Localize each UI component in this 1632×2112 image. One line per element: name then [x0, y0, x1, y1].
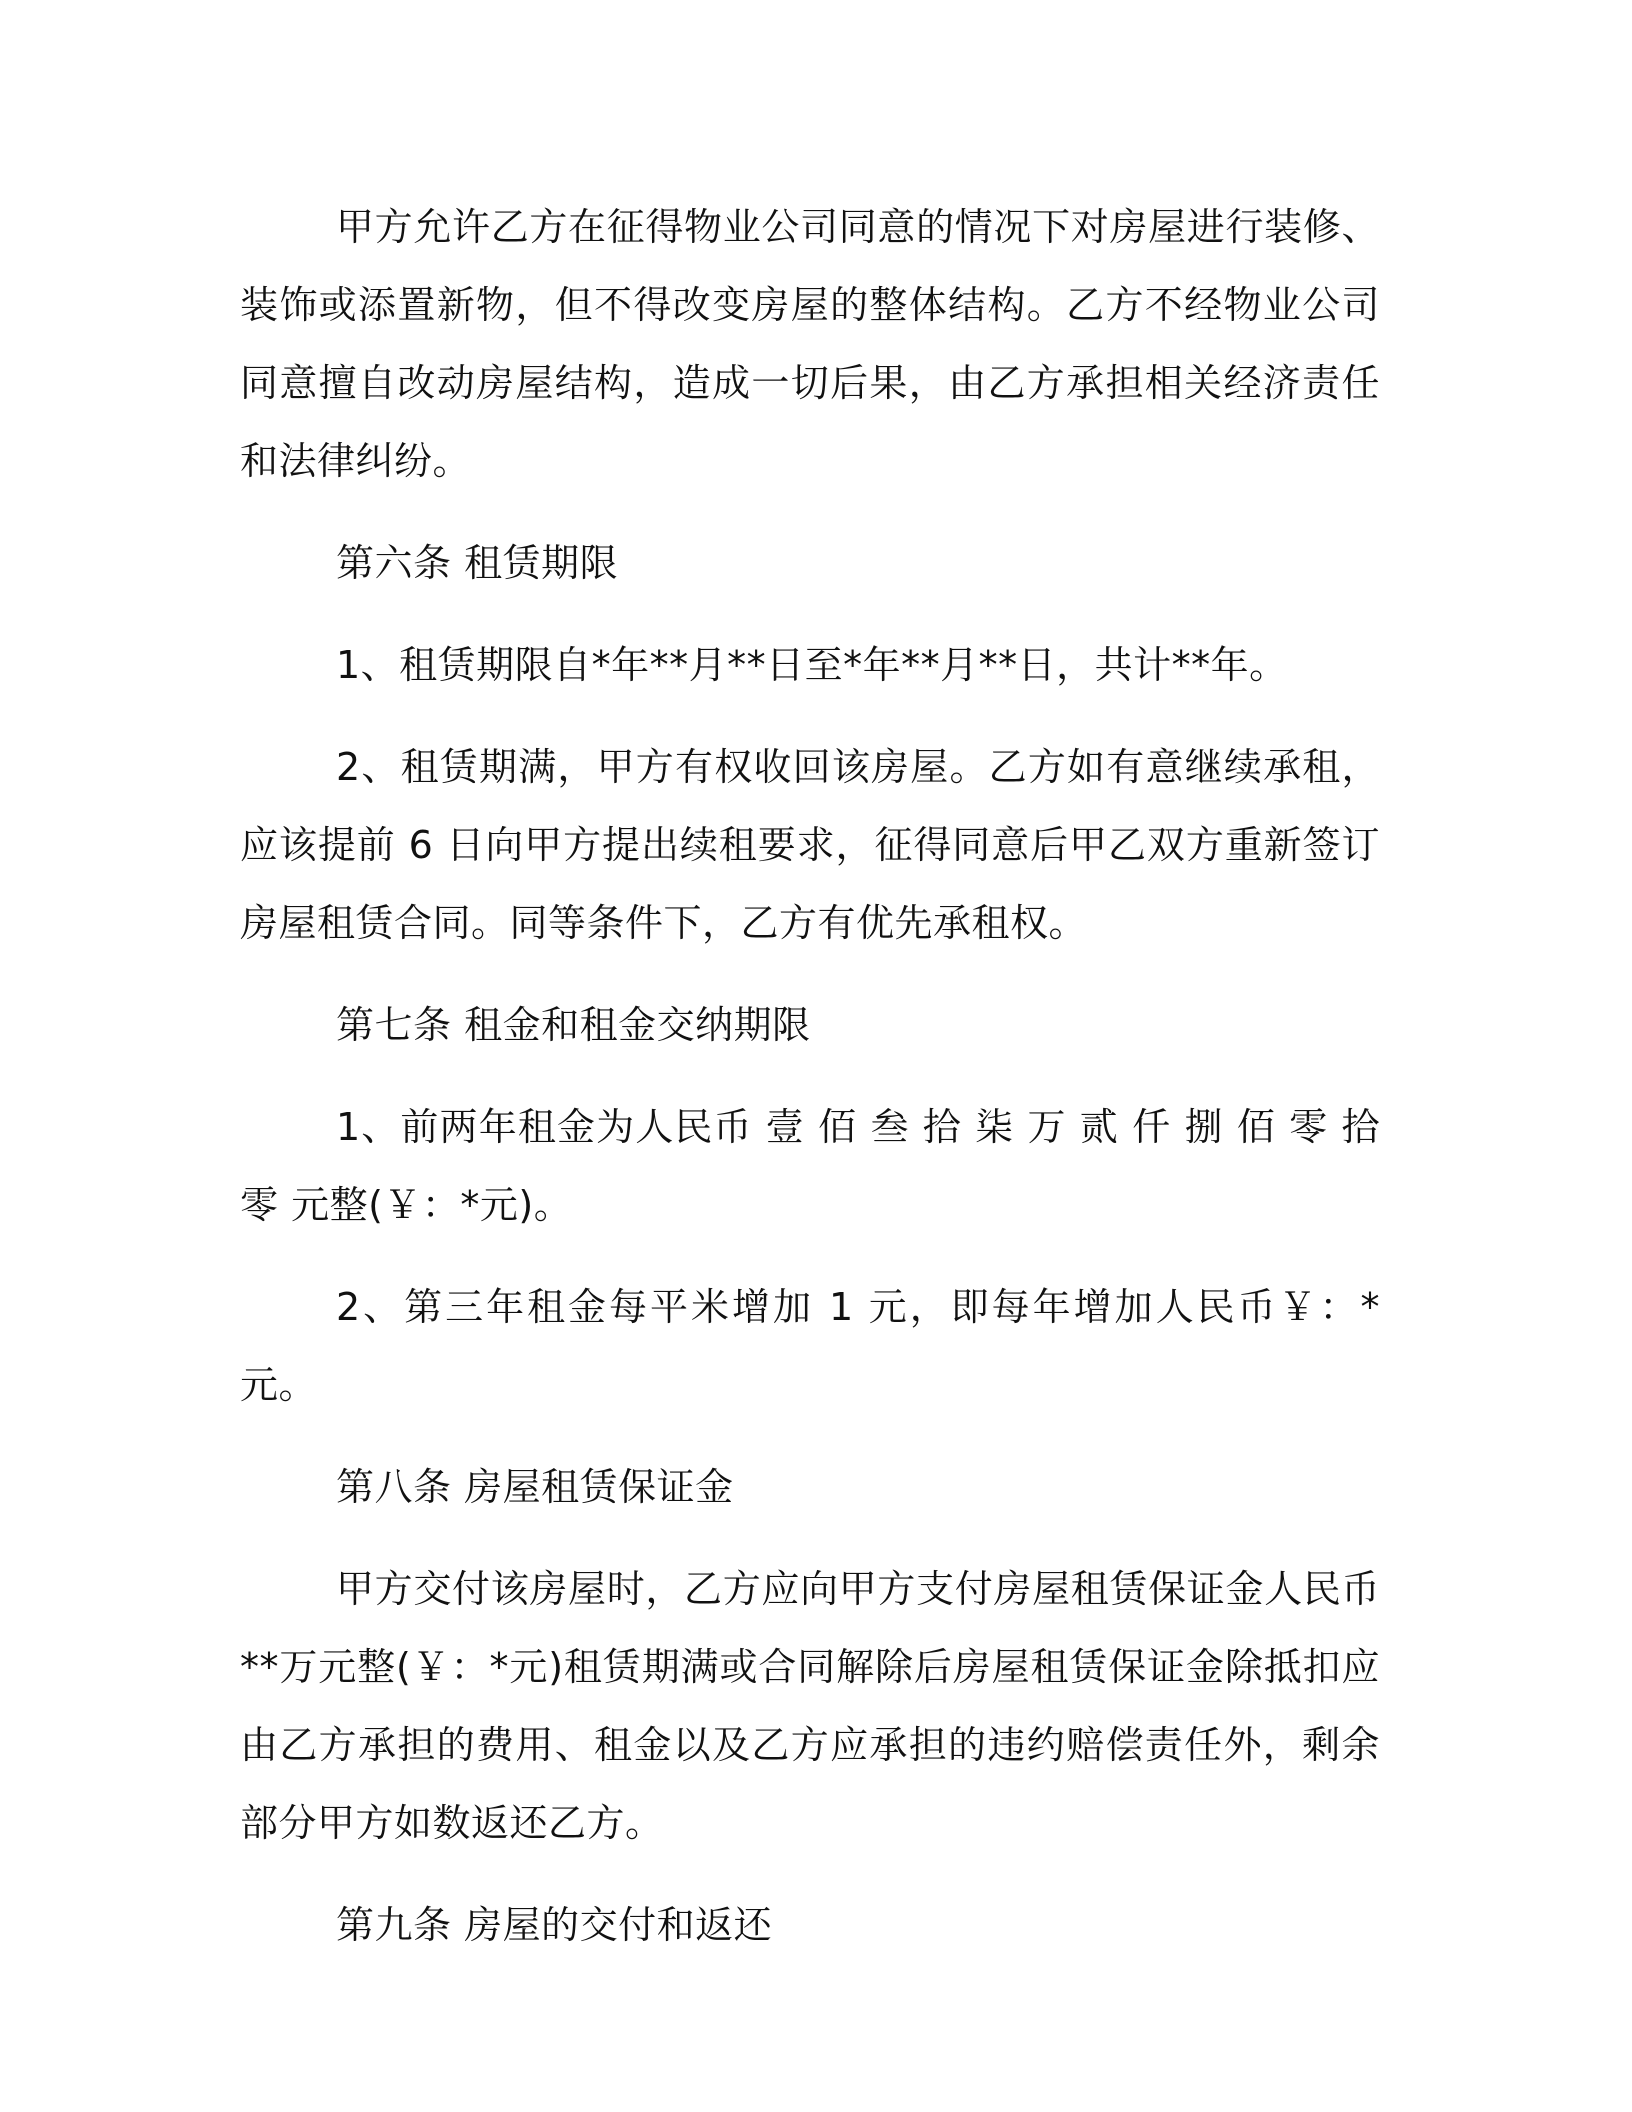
paragraph-lease-term-2: 2、租赁期满，甲方有权收回该房屋。乙方如有意继续承租，应该提前 6 日向甲方提出续租要求，征得同意后甲乙双方重新签订房屋租赁合同。同等条件下，乙方有优先承租权。: [240, 745, 1380, 945]
paragraph-lease-term-1: 1、租赁期限自*年**月**日至*年**月**日，共计**年。: [336, 643, 1288, 687]
paragraph-rent-2: 2、第三年租金每平米增加 1 元，即每年增加人民币￥：*元。: [240, 1285, 1380, 1407]
heading-article-9: 第九条 房屋的交付和返还: [336, 1903, 773, 1947]
paragraph-rent-1: 1、前两年租金为人民币 壹 佰 叁 拾 柒 万 贰 仟 捌 佰 零 拾 零 元整(￥：*元)。: [240, 1105, 1380, 1227]
paragraph-deposit: 甲方交付该房屋时，乙方应向甲方支付房屋租赁保证金人民币**万元整(￥：*元)租赁期满或合同解除后房屋租赁保证金除抵扣应由乙方承担的费用、租金以及乙方应承担的违约赔偿责任外，剩余部分甲方如数返还乙方。: [240, 1567, 1380, 1845]
heading-article-7: 第七条 租金和租金交纳期限: [336, 1003, 811, 1047]
heading-article-8: 第八条 房屋租赁保证金: [336, 1465, 734, 1509]
document-body: [240, 188, 1380, 1988]
paragraph-renovation: 甲方允许乙方在征得物业公司同意的情况下对房屋进行装修、装饰或添置新物，但不得改变房屋的整体结构。乙方不经物业公司同意擅自改动房屋结构，造成一切后果，由乙方承担相关经济责任和法律纠纷。: [240, 205, 1380, 483]
heading-article-6: 第六条 租赁期限: [336, 541, 619, 585]
